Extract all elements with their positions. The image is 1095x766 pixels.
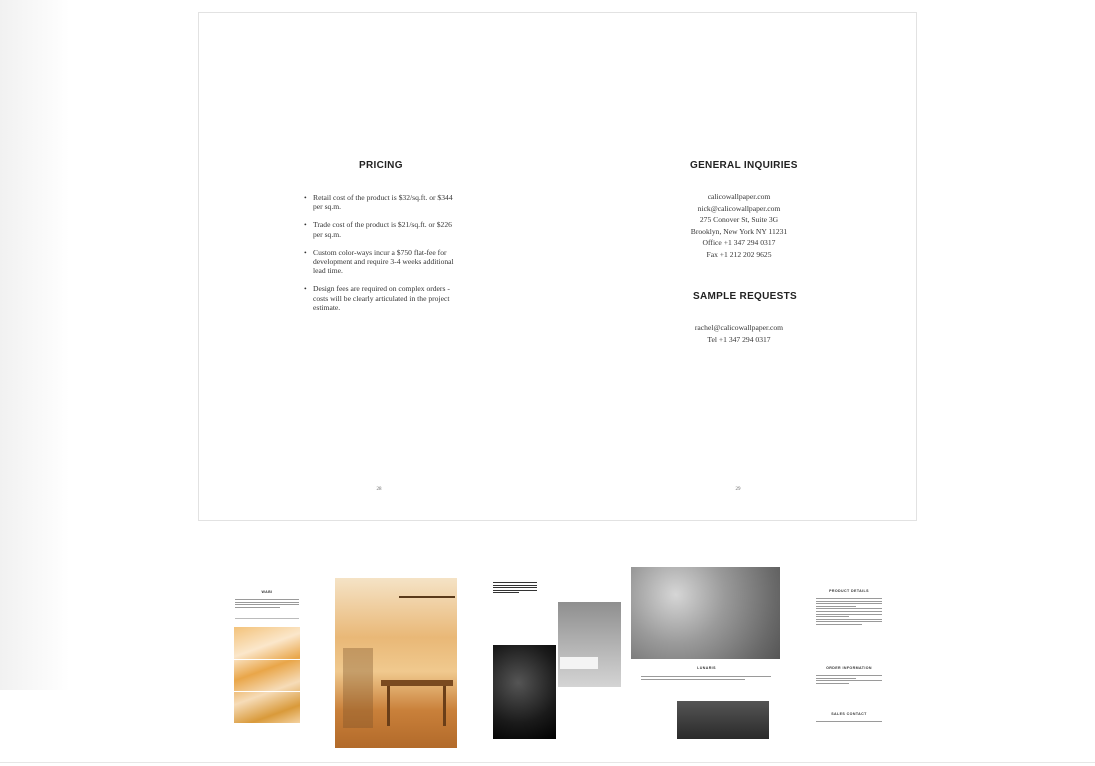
thumb-order-text: [816, 675, 882, 685]
pricing-item: • Design fees are required on complex orders - costs will be clearly articulated in the project estimate.: [304, 284, 454, 312]
thumb-order-heading: ORDER INFORMATION: [826, 666, 872, 670]
sample-phone: Tel +1 347 294 0317: [707, 334, 771, 344]
sample-requests-block: [639, 322, 839, 345]
sample-email[interactable]: rachel@calicowallpaper.com: [694, 323, 784, 332]
thumbnail-quote-page[interactable]: [489, 572, 624, 742]
thumb-lunaris-swatch: [631, 567, 780, 659]
pricing-heading: PRICING: [359, 160, 403, 171]
thumb-lunaris-text: [641, 676, 771, 681]
pricing-item: • Trade cost of the product is $21/sq.ft. or $226 per sq.m.: [304, 220, 454, 238]
contact-office-phone: Office +1 347 294 0317: [702, 238, 776, 248]
contact-website[interactable]: calicowallpaper.com: [707, 192, 771, 201]
pricing-list: [304, 193, 454, 321]
thumbnail-wabi[interactable]: [226, 582, 308, 727]
contact-fax: Fax +1 212 202 9625: [706, 249, 772, 259]
thumb-lamp: [399, 596, 455, 598]
thumb-sales-text: [816, 721, 882, 724]
page-number-right: 29: [735, 487, 741, 492]
thumb-wabi-heading: WABI: [261, 590, 273, 594]
thumb-dark-swatch: [493, 645, 556, 739]
bottom-divider: [0, 762, 1095, 763]
thumbnail-strip: [0, 560, 1095, 760]
thumb-grey-photo: [558, 602, 621, 687]
sample-requests-heading: SAMPLE REQUESTS: [693, 291, 797, 302]
general-inquiries-block: [639, 191, 839, 261]
thumb-lunaris-dark-swatch: [677, 701, 769, 739]
thumb-lunaris-heading: LUNARIS: [697, 666, 716, 670]
pricing-item: • Retail cost of the product is $32/sq.ft. or $344 per sq.m.: [304, 193, 454, 211]
contact-address-line2: Brooklyn, New York NY 11231: [690, 226, 788, 236]
contact-address-line1: 275 Conover St, Suite 3G: [699, 215, 779, 225]
thumb-details-text: [816, 598, 882, 627]
thumbnail-lunaris[interactable]: [631, 567, 782, 742]
thumb-wabi-swatches: [234, 627, 300, 723]
page-spread: [198, 12, 917, 521]
thumb-quote-text: [493, 582, 537, 595]
contact-email[interactable]: nick@calicowallpaper.com: [697, 203, 781, 213]
thumbnail-product-details[interactable]: [808, 582, 890, 730]
general-inquiries-heading: GENERAL INQUIRIES: [690, 160, 798, 171]
thumb-wabi-table: [235, 618, 299, 623]
thumb-details-heading: PRODUCT DETAILS: [829, 589, 869, 593]
page-number-left: 28: [376, 487, 382, 492]
thumb-sales-heading: SALES CONTACT: [831, 712, 867, 716]
thumbnail-interior-photo[interactable]: [335, 578, 457, 748]
pricing-item: • Custom color-ways incur a $750 flat-fee for development and require 3-4 weeks additional lead time.: [304, 248, 454, 276]
thumb-wabi-text: [235, 599, 299, 609]
